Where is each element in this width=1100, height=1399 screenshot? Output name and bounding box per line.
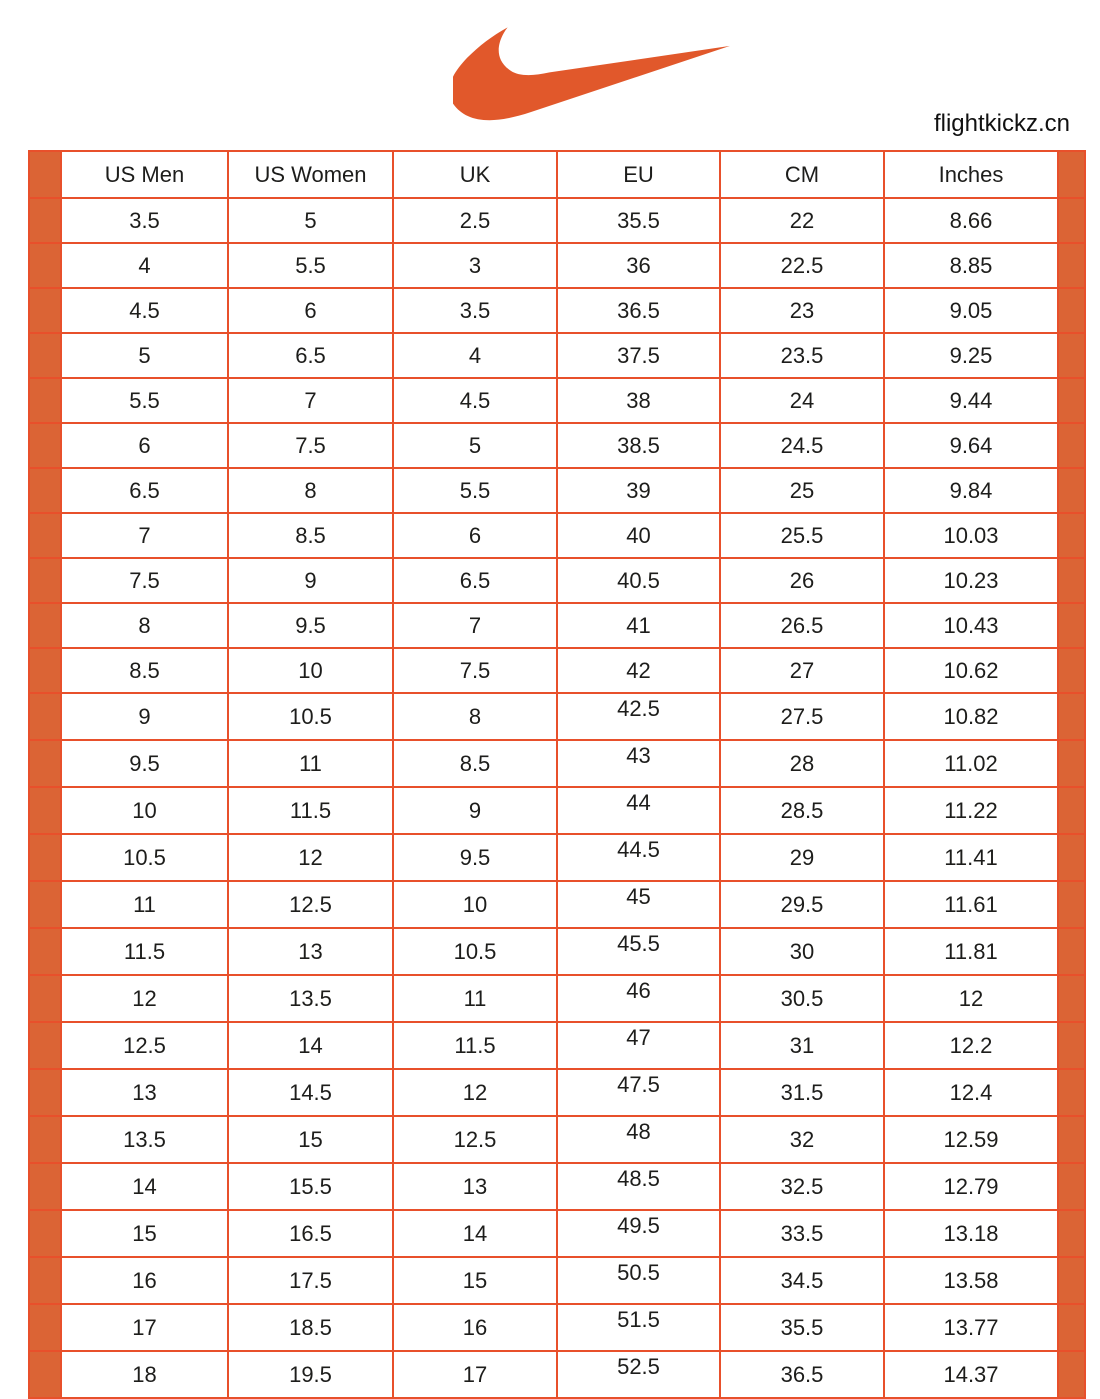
- table-row: [29, 378, 1085, 423]
- left-accent-bar: [29, 1257, 61, 1304]
- table-cell: 9.5: [228, 603, 393, 648]
- table-cell: 6.5: [228, 333, 393, 378]
- table-cell: 11: [393, 975, 557, 1022]
- left-accent-bar: [29, 928, 61, 975]
- table-cell: 5: [228, 198, 393, 243]
- table-cell: 24: [720, 378, 884, 423]
- left-accent-bar: [29, 333, 61, 378]
- table-cell: 38: [557, 378, 720, 423]
- table-cell: 11: [228, 740, 393, 787]
- table-cell: 9.05: [884, 288, 1058, 333]
- right-accent-bar: [1058, 243, 1085, 288]
- table-row: [29, 198, 1085, 243]
- left-accent-bar: [29, 881, 61, 928]
- table-cell: 34.5: [720, 1257, 884, 1304]
- right-accent-bar: [1058, 1351, 1085, 1398]
- table-cell: 19.5: [228, 1351, 393, 1398]
- table-cell: 11.02: [884, 740, 1058, 787]
- table-cell: 31: [720, 1022, 884, 1069]
- table-cell: 33.5: [720, 1210, 884, 1257]
- table-cell: 23.5: [720, 333, 884, 378]
- table-cell: 36: [557, 243, 720, 288]
- table-cell: 18.5: [228, 1304, 393, 1351]
- table-cell: 48.5: [557, 1163, 720, 1210]
- table-row: [29, 648, 1085, 693]
- left-accent-bar: [29, 1210, 61, 1257]
- table-row: [29, 333, 1085, 378]
- table-cell: 10: [393, 881, 557, 928]
- table-cell: 13.18: [884, 1210, 1058, 1257]
- nike-logo: [453, 26, 730, 122]
- table-cell: 15.5: [228, 1163, 393, 1210]
- table-row: [29, 881, 1085, 928]
- right-accent-bar: [1058, 1210, 1085, 1257]
- table-cell: 13.58: [884, 1257, 1058, 1304]
- table-cell: 47: [557, 1022, 720, 1069]
- right-accent-bar: [1058, 1069, 1085, 1116]
- table-cell: 3.5: [393, 288, 557, 333]
- size-conversion-table: [28, 150, 1086, 1399]
- table-cell: 9.64: [884, 423, 1058, 468]
- left-accent-bar: [29, 558, 61, 603]
- left-accent-bar: [29, 603, 61, 648]
- table-row: [29, 558, 1085, 603]
- table-cell: 13.77: [884, 1304, 1058, 1351]
- table-cell: 10: [61, 787, 228, 834]
- table-cell: 9: [393, 787, 557, 834]
- left-accent-bar: [29, 1022, 61, 1069]
- table-cell: 12: [393, 1069, 557, 1116]
- header-cell: Inches: [884, 151, 1058, 198]
- table-cell: 44: [557, 787, 720, 834]
- table-cell: 9: [61, 693, 228, 740]
- table-cell: 30: [720, 928, 884, 975]
- table-cell: 42.5: [557, 693, 720, 740]
- table-cell: 12: [228, 834, 393, 881]
- table-cell: 16: [393, 1304, 557, 1351]
- table-row: [29, 928, 1085, 975]
- table-cell: 6: [61, 423, 228, 468]
- table-cell: 41: [557, 603, 720, 648]
- right-accent-bar: [1058, 151, 1085, 198]
- table-row: [29, 693, 1085, 740]
- table-cell: 25: [720, 468, 884, 513]
- right-accent-bar: [1058, 1304, 1085, 1351]
- table-cell: 45: [557, 881, 720, 928]
- left-accent-bar: [29, 151, 61, 198]
- table-cell: 7: [61, 513, 228, 558]
- table-row: [29, 1116, 1085, 1163]
- left-accent-bar: [29, 787, 61, 834]
- table-cell: 6.5: [393, 558, 557, 603]
- table-cell: 4.5: [61, 288, 228, 333]
- table-cell: 7.5: [393, 648, 557, 693]
- table-row: [29, 468, 1085, 513]
- table-row: [29, 513, 1085, 558]
- table-cell: 26: [720, 558, 884, 603]
- right-accent-bar: [1058, 740, 1085, 787]
- table-cell: 18: [61, 1351, 228, 1398]
- table-cell: 4: [61, 243, 228, 288]
- table-cell: 8.66: [884, 198, 1058, 243]
- table-cell: 11.5: [393, 1022, 557, 1069]
- table-row: [29, 787, 1085, 834]
- table-cell: 10.82: [884, 693, 1058, 740]
- table-cell: 31.5: [720, 1069, 884, 1116]
- table-row: [29, 834, 1085, 881]
- header-cell: UK: [393, 151, 557, 198]
- table-cell: 22: [720, 198, 884, 243]
- table-cell: 4: [393, 333, 557, 378]
- header-cell: CM: [720, 151, 884, 198]
- table-cell: 29: [720, 834, 884, 881]
- right-accent-bar: [1058, 928, 1085, 975]
- right-accent-bar: [1058, 975, 1085, 1022]
- table-cell: 32.5: [720, 1163, 884, 1210]
- table-row: [29, 603, 1085, 648]
- table-cell: 42: [557, 648, 720, 693]
- table-cell: 10.5: [61, 834, 228, 881]
- table-cell: 8.5: [393, 740, 557, 787]
- table-cell: 40.5: [557, 558, 720, 603]
- table-body: [29, 198, 1085, 1398]
- table-cell: 12: [61, 975, 228, 1022]
- table-cell: 46: [557, 975, 720, 1022]
- right-accent-bar: [1058, 603, 1085, 648]
- table-cell: 12.79: [884, 1163, 1058, 1210]
- table-cell: 22.5: [720, 243, 884, 288]
- table-cell: 14.37: [884, 1351, 1058, 1398]
- table-row: [29, 288, 1085, 333]
- table-cell: 27.5: [720, 693, 884, 740]
- left-accent-bar: [29, 740, 61, 787]
- left-accent-bar: [29, 198, 61, 243]
- table-cell: 10.5: [393, 928, 557, 975]
- table-cell: 17: [393, 1351, 557, 1398]
- right-accent-bar: [1058, 378, 1085, 423]
- header-cell: US Women: [228, 151, 393, 198]
- header-cell: EU: [557, 151, 720, 198]
- table-cell: 8.85: [884, 243, 1058, 288]
- table-cell: 10.62: [884, 648, 1058, 693]
- right-accent-bar: [1058, 1257, 1085, 1304]
- table-cell: 8: [228, 468, 393, 513]
- table-cell: 35.5: [720, 1304, 884, 1351]
- table-cell: 17.5: [228, 1257, 393, 1304]
- table-cell: 11: [61, 881, 228, 928]
- table-cell: 12.5: [228, 881, 393, 928]
- table-row: [29, 1022, 1085, 1069]
- table-cell: 39: [557, 468, 720, 513]
- table-row: [29, 1257, 1085, 1304]
- right-accent-bar: [1058, 648, 1085, 693]
- table-cell: 52.5: [557, 1351, 720, 1398]
- table-cell: 5: [393, 423, 557, 468]
- right-accent-bar: [1058, 1116, 1085, 1163]
- left-accent-bar: [29, 513, 61, 558]
- left-accent-bar: [29, 834, 61, 881]
- left-accent-bar: [29, 1351, 61, 1398]
- table-cell: 16.5: [228, 1210, 393, 1257]
- table-cell: 7.5: [228, 423, 393, 468]
- table-cell: 13: [393, 1163, 557, 1210]
- left-accent-bar: [29, 1304, 61, 1351]
- left-accent-bar: [29, 975, 61, 1022]
- table-cell: 12.2: [884, 1022, 1058, 1069]
- table-cell: 14: [228, 1022, 393, 1069]
- watermark-text: flightkickz.cn: [933, 110, 1070, 137]
- left-accent-bar: [29, 243, 61, 288]
- table-cell: 16: [61, 1257, 228, 1304]
- table-cell: 5.5: [228, 243, 393, 288]
- table-cell: 13: [228, 928, 393, 975]
- table-cell: 2.5: [393, 198, 557, 243]
- table-cell: 36.5: [557, 288, 720, 333]
- nike-swoosh-icon: [453, 26, 730, 122]
- table-cell: 40: [557, 513, 720, 558]
- table-cell: 9.5: [393, 834, 557, 881]
- table-cell: 7: [393, 603, 557, 648]
- table-cell: 11.61: [884, 881, 1058, 928]
- table-cell: 6.5: [61, 468, 228, 513]
- table-cell: 26.5: [720, 603, 884, 648]
- left-accent-bar: [29, 468, 61, 513]
- right-accent-bar: [1058, 333, 1085, 378]
- table-cell: 30.5: [720, 975, 884, 1022]
- table-cell: 8: [393, 693, 557, 740]
- header-row: [29, 151, 1085, 198]
- table-cell: 15: [61, 1210, 228, 1257]
- table-cell: 43: [557, 740, 720, 787]
- table-cell: 32: [720, 1116, 884, 1163]
- table-cell: 11.5: [228, 787, 393, 834]
- right-accent-bar: [1058, 288, 1085, 333]
- table-cell: 15: [228, 1116, 393, 1163]
- right-accent-bar: [1058, 881, 1085, 928]
- right-accent-bar: [1058, 423, 1085, 468]
- table-row: [29, 975, 1085, 1022]
- table-cell: 8.5: [228, 513, 393, 558]
- right-accent-bar: [1058, 198, 1085, 243]
- right-accent-bar: [1058, 787, 1085, 834]
- table-cell: 12.5: [61, 1022, 228, 1069]
- table-row: [29, 243, 1085, 288]
- table-cell: 6: [393, 513, 557, 558]
- table-cell: 10.23: [884, 558, 1058, 603]
- right-accent-bar: [1058, 468, 1085, 513]
- table-cell: 12: [884, 975, 1058, 1022]
- left-accent-bar: [29, 288, 61, 333]
- table-cell: 12.5: [393, 1116, 557, 1163]
- table-row: [29, 1304, 1085, 1351]
- table-cell: 11.22: [884, 787, 1058, 834]
- table-cell: 50.5: [557, 1257, 720, 1304]
- table-cell: 9: [228, 558, 393, 603]
- table-cell: 38.5: [557, 423, 720, 468]
- table-cell: 9.84: [884, 468, 1058, 513]
- table-cell: 7: [228, 378, 393, 423]
- table-cell: 3: [393, 243, 557, 288]
- left-accent-bar: [29, 423, 61, 468]
- table-cell: 13.5: [61, 1116, 228, 1163]
- table-cell: 6: [228, 288, 393, 333]
- table-cell: 27: [720, 648, 884, 693]
- header-cell: US Men: [61, 151, 228, 198]
- table-cell: 10.5: [228, 693, 393, 740]
- table-cell: 7.5: [61, 558, 228, 603]
- table-cell: 23: [720, 288, 884, 333]
- right-accent-bar: [1058, 693, 1085, 740]
- table-cell: 29.5: [720, 881, 884, 928]
- table-cell: 5.5: [393, 468, 557, 513]
- table-cell: 9.5: [61, 740, 228, 787]
- table-cell: 9.25: [884, 333, 1058, 378]
- table-cell: 28: [720, 740, 884, 787]
- table-cell: 5.5: [61, 378, 228, 423]
- table-cell: 47.5: [557, 1069, 720, 1116]
- table-cell: 25.5: [720, 513, 884, 558]
- table-cell: 14: [393, 1210, 557, 1257]
- left-accent-bar: [29, 648, 61, 693]
- table-cell: 11.81: [884, 928, 1058, 975]
- table-cell: 17: [61, 1304, 228, 1351]
- right-accent-bar: [1058, 513, 1085, 558]
- table-row: [29, 1069, 1085, 1116]
- table-row: [29, 740, 1085, 787]
- table-cell: 11.41: [884, 834, 1058, 881]
- right-accent-bar: [1058, 1163, 1085, 1210]
- table-cell: 48: [557, 1116, 720, 1163]
- table-cell: 10: [228, 648, 393, 693]
- table-cell: 8: [61, 603, 228, 648]
- table-cell: 11.5: [61, 928, 228, 975]
- left-accent-bar: [29, 1069, 61, 1116]
- table-cell: 49.5: [557, 1210, 720, 1257]
- table-cell: 12.59: [884, 1116, 1058, 1163]
- table-cell: 24.5: [720, 423, 884, 468]
- table-cell: 5: [61, 333, 228, 378]
- right-accent-bar: [1058, 558, 1085, 603]
- left-accent-bar: [29, 693, 61, 740]
- table-cell: 9.44: [884, 378, 1058, 423]
- table-cell: 4.5: [393, 378, 557, 423]
- table-cell: 3.5: [61, 198, 228, 243]
- table-cell: 45.5: [557, 928, 720, 975]
- table-row: [29, 1351, 1085, 1398]
- table-cell: 36.5: [720, 1351, 884, 1398]
- table-cell: 10.03: [884, 513, 1058, 558]
- table-row: [29, 423, 1085, 468]
- table-cell: 8.5: [61, 648, 228, 693]
- left-accent-bar: [29, 378, 61, 423]
- table-cell: 37.5: [557, 333, 720, 378]
- table-cell: 15: [393, 1257, 557, 1304]
- left-accent-bar: [29, 1163, 61, 1210]
- table-cell: 35.5: [557, 198, 720, 243]
- table-cell: 14.5: [228, 1069, 393, 1116]
- right-accent-bar: [1058, 834, 1085, 881]
- table-cell: 12.4: [884, 1069, 1058, 1116]
- right-accent-bar: [1058, 1022, 1085, 1069]
- table-row: [29, 1210, 1085, 1257]
- table-cell: 28.5: [720, 787, 884, 834]
- table-row: [29, 1163, 1085, 1210]
- table-cell: 51.5: [557, 1304, 720, 1351]
- table-cell: 10.43: [884, 603, 1058, 648]
- table-cell: 44.5: [557, 834, 720, 881]
- table-cell: 14: [61, 1163, 228, 1210]
- table-cell: 13: [61, 1069, 228, 1116]
- table-cell: 13.5: [228, 975, 393, 1022]
- left-accent-bar: [29, 1116, 61, 1163]
